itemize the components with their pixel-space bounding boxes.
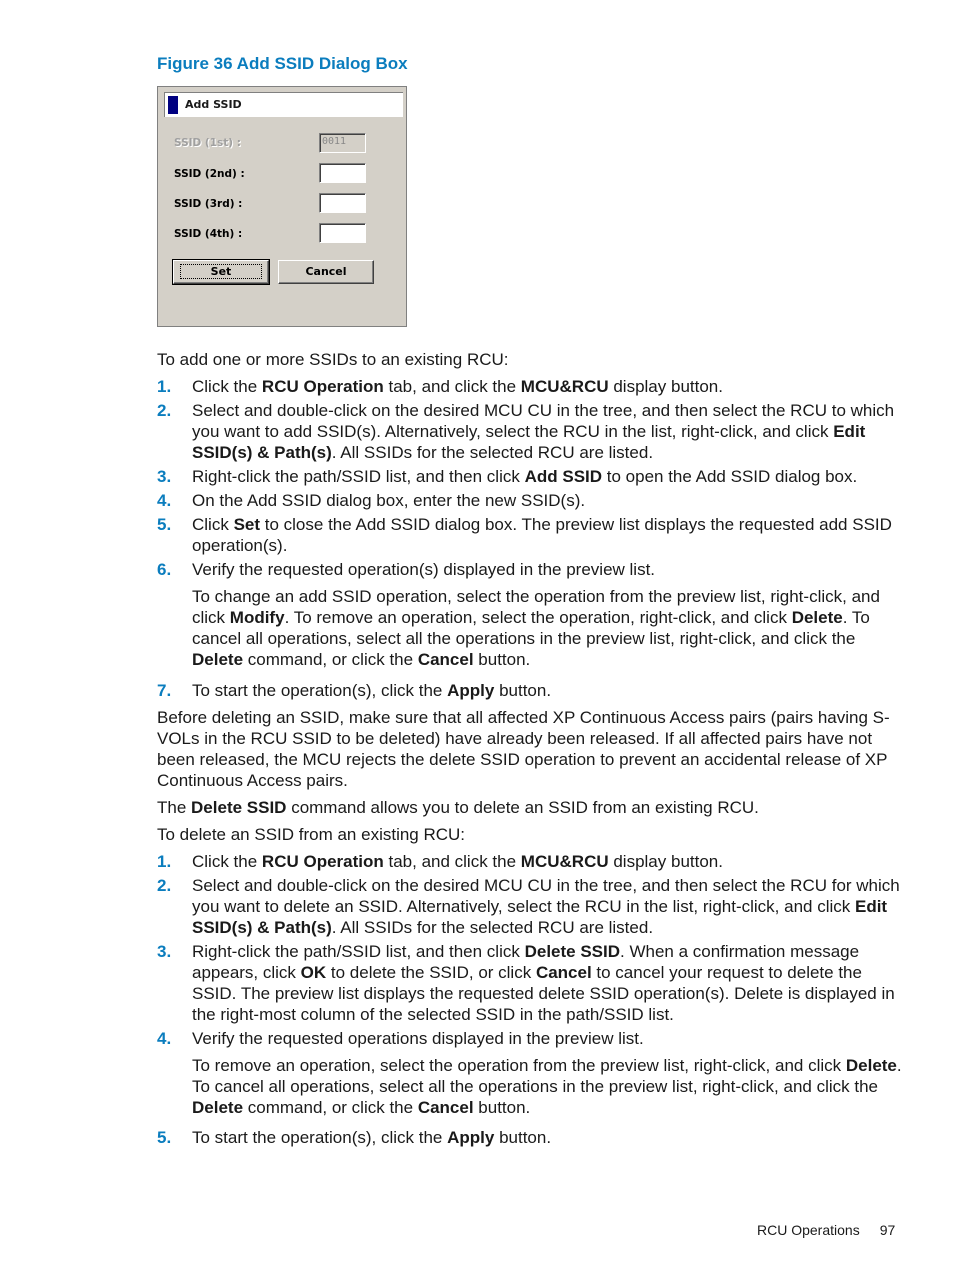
step-text	[192, 875, 902, 938]
page-footer	[757, 1222, 895, 1238]
text-run: to cancel your request to delete the SSID. The preview list displays the requested delete SSID operation(s). Delete is displayed in the right-most column of the selected SSID in the path/SSID list.	[192, 963, 895, 1024]
step-number: 1.	[157, 852, 172, 871]
text-run: to open the Add SSID dialog box.	[602, 467, 858, 486]
set-button[interactable]	[173, 260, 269, 284]
ssid-4th-input[interactable]	[319, 223, 366, 243]
add-step-7	[157, 680, 902, 701]
text-run: button.	[494, 1128, 552, 1147]
add-step-1	[157, 376, 902, 397]
bold-term: RCU Operation	[261, 377, 384, 396]
bold-term: Cancel	[417, 650, 474, 669]
text-run: Verify the requested operations displayed in the preview list.	[192, 1029, 644, 1048]
text-run: . All SSIDs for the selected RCU are listed.	[331, 443, 654, 462]
step-number: 2.	[157, 876, 172, 895]
text-run: . To cancel all operations, select all the operations in the preview list, right-click, and click the	[192, 608, 870, 648]
text-run: . When a confirmation message appears, click	[192, 942, 860, 982]
bold-term: Delete	[192, 650, 244, 669]
step-text	[192, 490, 902, 511]
step-number: 3.	[157, 942, 172, 961]
add-step-3	[157, 466, 902, 487]
step-text	[192, 1127, 902, 1148]
before-delete-paragraph: Before deleting an SSID, make sure that all affected XP Continuous Access pairs (pairs having S-VOLs in the RCU SSID to be deleted) have already been released. If all affected pairs have not been released, the MCU rejects the delete SSID operation to prevent an accidental release of XP Continuous Access pairs.	[157, 708, 890, 790]
figure-caption: Figure 36 Add SSID Dialog Box	[157, 54, 408, 73]
bold-term: Apply	[447, 681, 495, 700]
delete-step-2	[157, 875, 902, 938]
add-ssid-dialog	[157, 86, 407, 327]
bold-term: Modify	[229, 608, 285, 627]
text-run: To change an add SSID operation, select the operation from the preview list, right-click, and click	[192, 587, 880, 627]
text-run: Click	[192, 515, 234, 534]
step-text	[192, 514, 902, 556]
step-text	[192, 400, 902, 463]
add-intro: To add one or more SSIDs to an existing RCU:	[157, 350, 509, 369]
set-button-label: Set	[180, 264, 263, 279]
step-text	[192, 680, 902, 701]
text-run: tab, and click the	[383, 377, 521, 396]
ssid-1st-input: 0011	[319, 133, 366, 153]
step-number: 6.	[157, 560, 172, 579]
step-number: 4.	[157, 491, 172, 510]
step-text	[192, 466, 902, 487]
step-number: 7.	[157, 681, 172, 700]
bold-term: Add SSID	[524, 467, 603, 486]
delete-note-paragraph	[192, 1055, 902, 1118]
bold-term: Set	[233, 515, 261, 534]
text-run: to delete the SSID, or click	[326, 963, 536, 982]
text-run: The	[157, 798, 192, 817]
step-number: 1.	[157, 377, 172, 396]
text-run: Verify the requested operation(s) displayed in the preview list.	[192, 560, 656, 579]
bold-term: OK	[300, 963, 327, 982]
bold-term: Apply	[447, 1128, 495, 1147]
bold-term: Delete SSID	[191, 798, 287, 817]
step-text	[192, 941, 902, 1025]
text-run: command, or click the	[243, 1098, 418, 1117]
bold-term: Edit SSID(s) & Path(s)	[192, 422, 866, 462]
delete-step-3	[157, 941, 902, 1025]
text-run: button.	[473, 1098, 531, 1117]
footer-section: RCU Operations	[757, 1222, 860, 1238]
step-text	[192, 1028, 902, 1049]
step-text	[192, 559, 902, 580]
text-run: . To remove an operation, select the operation, right-click, and click	[284, 608, 792, 627]
text-run: To start the operation(s), click the	[192, 1128, 448, 1147]
dialog-title-bar	[164, 92, 403, 117]
step-number: 3.	[157, 467, 172, 486]
step-text	[192, 851, 902, 872]
delete-step-4	[157, 1028, 902, 1049]
step-number: 4.	[157, 1029, 172, 1048]
bold-term: MCU&RCU	[520, 852, 609, 871]
text-run: button.	[494, 681, 552, 700]
delete-intro: To delete an SSID from an existing RCU:	[157, 825, 466, 844]
page-number: 97	[879, 1222, 896, 1238]
add-step-5	[157, 514, 902, 556]
title-bar-accent	[168, 96, 178, 114]
bold-term: Edit SSID(s) & Path(s)	[192, 897, 888, 937]
bold-term: RCU Operation	[261, 852, 384, 871]
text-run: Right-click the path/SSID list, and then click	[192, 467, 525, 486]
text-run: . To cancel all operations, select all the operations in the preview list, right-click, and click the	[192, 1056, 902, 1096]
step-number: 2.	[157, 401, 172, 420]
delete-ssid-command-paragraph	[157, 797, 902, 818]
text-run: To remove an operation, select the operation from the preview list, right-click, and click	[192, 1056, 846, 1075]
add-step-4	[157, 490, 902, 511]
delete-step-5	[157, 1127, 902, 1148]
add-step-6	[157, 559, 902, 580]
text-run: to close the Add SSID dialog box. The preview list displays the requested add SSID operation(s).	[192, 515, 892, 555]
ssid-1st-label: SSID (1st) :	[174, 137, 241, 149]
bold-term: Delete	[845, 1056, 897, 1075]
ssid-3rd-input[interactable]	[319, 193, 366, 213]
add-note-paragraph	[192, 586, 902, 670]
text-run: Click the	[192, 377, 262, 396]
add-step-2	[157, 400, 902, 463]
cancel-button[interactable]: Cancel	[278, 260, 374, 284]
ssid-2nd-input[interactable]	[319, 163, 366, 183]
text-run: command allows you to delete an SSID from an existing RCU.	[286, 798, 759, 817]
step-text	[192, 376, 902, 397]
text-run: On the Add SSID dialog box, enter the new SSID(s).	[192, 491, 586, 510]
text-run: tab, and click the	[383, 852, 521, 871]
text-run: Select and double-click on the desired MCU CU in the tree, and then select the RCU for which you want to delete an SSID. Alternatively, select the RCU in the list, right-click, and click	[192, 876, 900, 916]
ssid-3rd-label: SSID (3rd) :	[174, 198, 243, 210]
text-run: command, or click the	[243, 650, 418, 669]
text-run: button.	[473, 650, 531, 669]
text-run: Click the	[192, 852, 262, 871]
text-run: display button.	[608, 377, 723, 396]
text-run: To start the operation(s), click the	[192, 681, 448, 700]
text-run: Select and double-click on the desired MCU CU in the tree, and then select the RCU to which you want to add SSID(s). Alternatively, select the RCU in the list, right-click, and click	[192, 401, 895, 441]
ssid-4th-label: SSID (4th) :	[174, 228, 243, 240]
text-run: display button.	[608, 852, 723, 871]
step-number: 5.	[157, 515, 172, 534]
bold-term: Delete	[192, 1098, 244, 1117]
ssid-2nd-label: SSID (2nd) :	[174, 168, 245, 180]
text-run: Right-click the path/SSID list, and then click	[192, 942, 525, 961]
dialog-title: Add SSID	[185, 98, 242, 111]
bold-term: MCU&RCU	[520, 377, 609, 396]
text-run: . All SSIDs for the selected RCU are listed.	[331, 918, 654, 937]
bold-term: Cancel	[417, 1098, 474, 1117]
bold-term: Delete	[791, 608, 843, 627]
delete-step-1	[157, 851, 902, 872]
bold-term: Cancel	[535, 963, 592, 982]
bold-term: Delete SSID	[524, 942, 621, 961]
step-number: 5.	[157, 1128, 172, 1147]
